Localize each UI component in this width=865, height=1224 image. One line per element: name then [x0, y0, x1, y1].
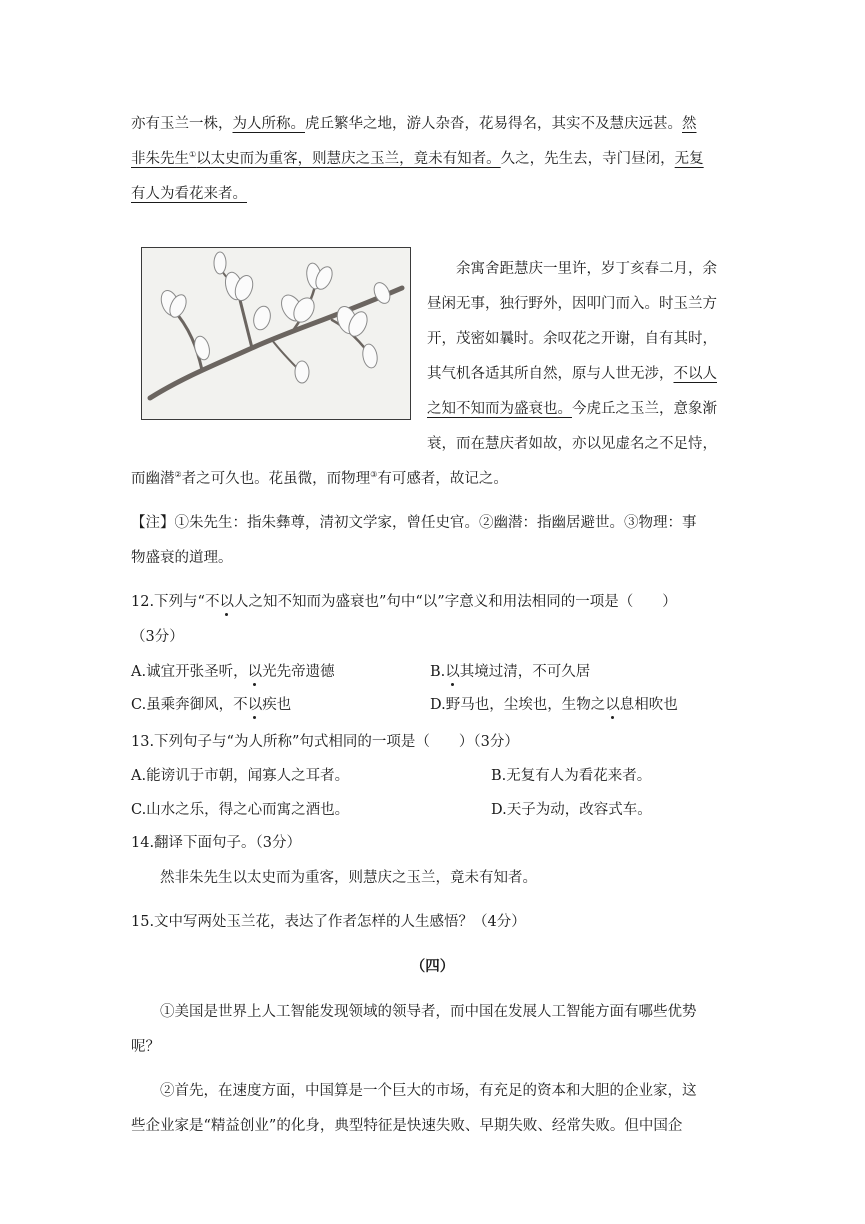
paragraph-line: 些企业家是“精益创业”的化身，典型特征是快速失败、早期失败、经常失败。但中国企	[131, 1118, 683, 1134]
question-12-score: （3分）	[131, 629, 184, 645]
footnote: 【注】①朱先生：指朱彝尊，清初文学家，曾任史官。②幽潜：指幽居避世。③物理：事	[131, 515, 697, 531]
question-13-stem: 13.下列句子与“为人所称”句式相同的一项是（ ）（3分）	[131, 734, 519, 750]
passage-line: 衰，而在慧庆者如故，亦以见虚名之不足恃，	[427, 436, 717, 452]
option-13-a: A.能谤讥于市朝，闻寡人之耳者。	[131, 768, 350, 784]
magnolia-painting-icon	[141, 247, 411, 420]
option-12-b: B.以其境过清，不可久居	[430, 664, 591, 680]
question-14-stem: 14.翻译下面句子。（3分）	[131, 835, 302, 851]
option-13-b: B.无复有人为看花来者。	[491, 768, 652, 784]
passage-line: 其气机各适其所自然，原与人世无涉，不以人	[427, 366, 717, 382]
question-14-sentence: 然非朱先生以太史而为重客，则慧庆之玉兰，竟未有知者。	[160, 870, 537, 886]
option-12-a: A.诚宜开张圣听，以光先帝遗德	[131, 664, 335, 680]
paragraph-line: ①美国是世界上人工智能发现领域的领导者，而中国在发展人工智能方面有哪些优势	[160, 1004, 697, 1020]
passage-line: 余寓舍距慧庆一里许，岁丁亥春二月，余	[456, 261, 717, 277]
footnote: 物盛衰的道理。	[131, 550, 233, 566]
passage-line: 非朱先生①以太史而为重客，则慧庆之玉兰，竟未有知者。久之，先生去，寺门昼闭，无复	[131, 150, 704, 167]
question-12-stem: 12.下列与“不以人之知不知而为盛衰也”句中“以”字意义和用法相同的一项是（ ）	[131, 594, 677, 610]
option-13-d: D.天子为动，改容式车。	[491, 802, 652, 818]
passage-line: 有人为看花来者。	[131, 186, 247, 202]
option-12-c: C.虽乘奔御风，不以疾也	[131, 697, 292, 713]
option-12-d: D.野马也，尘埃也，生物之以息相吹也	[430, 697, 678, 713]
paragraph-line: ②首先，在速度方面，中国算是一个巨大的市场，有充足的资本和大胆的企业家，这	[160, 1083, 697, 1099]
passage-line: 昼闲无事，独行野外，因叩门而入。时玉兰方	[427, 296, 717, 312]
option-13-c: C.山水之乐，得之心而寓之酒也。	[131, 802, 350, 818]
paragraph-line: 呢？	[131, 1039, 160, 1055]
passage-line: 亦有玉兰一株，为人所称。虎丘繁华之地，游人杂沓，花易得名，其实不及慧庆远甚。然	[131, 116, 697, 132]
question-15-stem: 15.文中写两处玉兰花，表达了作者怎样的人生感悟？（4分）	[131, 914, 526, 930]
passage-line: 开，茂密如曩时。余叹花之开谢，自有其时，	[427, 331, 717, 347]
section-title: （四）	[410, 958, 455, 975]
passage-line: 而幽潜②者之可久也。花虽微，而物理③有可感者，故记之。	[131, 470, 508, 487]
passage-line: 之知不知而为盛衰也。今虎丘之玉兰，意象渐	[427, 401, 717, 417]
